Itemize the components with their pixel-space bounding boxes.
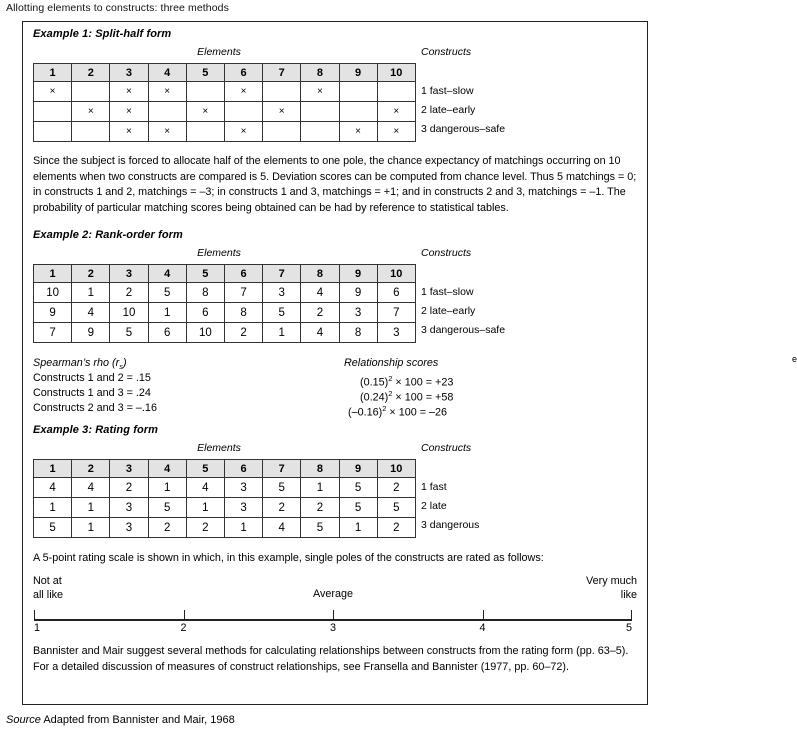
cell-value: 2 — [301, 303, 339, 323]
cell-mark: × — [186, 102, 224, 122]
cell-value: 2 — [148, 518, 186, 538]
example-2-construct-labels — [421, 283, 505, 340]
column-header: 4 — [148, 460, 186, 478]
cell-mark: × — [301, 82, 339, 102]
cell-value: 1 — [72, 498, 110, 518]
column-header: 1 — [34, 64, 72, 82]
cell-value: 3 — [110, 498, 148, 518]
column-header: 3 — [110, 64, 148, 82]
cell-value: 5 — [148, 498, 186, 518]
scale-tick — [333, 610, 334, 620]
cell-value: 8 — [186, 283, 224, 303]
cell-mark: × — [148, 122, 186, 142]
scale-tick-label: 1 — [33, 622, 41, 635]
cell-value: 4 — [301, 283, 339, 303]
cell-value: 2 — [377, 478, 415, 498]
column-header: 10 — [377, 64, 415, 82]
cell-value: 3 — [110, 518, 148, 538]
cell-value: 5 — [339, 478, 377, 498]
table-header-row — [34, 460, 416, 478]
constructs-heading: Constructs — [421, 46, 472, 58]
source-label: Source — [6, 714, 41, 726]
cell-value — [72, 122, 110, 142]
cell-mark: × — [339, 122, 377, 142]
cell-value: 4 — [263, 518, 301, 538]
construct-label: 3 dangerous–safe — [421, 324, 506, 337]
cell-value: 2 — [301, 498, 339, 518]
table-row — [34, 478, 416, 498]
table-row — [34, 82, 416, 102]
cell-value: 9 — [339, 283, 377, 303]
rho-subscript: s — [119, 362, 123, 372]
scale-tick — [184, 610, 185, 620]
cell-value: 5 — [34, 518, 72, 538]
cell-mark: × — [377, 122, 415, 142]
cell-value: 1 — [148, 303, 186, 323]
page-caption: Allotting elements to constructs: three methods — [6, 2, 229, 14]
column-header: 1 — [34, 265, 72, 283]
cell-value — [186, 122, 224, 142]
constructs-heading: Constructs — [421, 247, 472, 260]
cell-value: 1 — [263, 323, 301, 343]
scale-tick-label: 4 — [479, 622, 486, 635]
table-row — [34, 518, 416, 538]
cell-mark: × — [148, 82, 186, 102]
example-1-column-headings — [33, 46, 637, 61]
column-header: 10 — [377, 460, 415, 478]
source-text: Adapted from Bannister and Mair, 1968 — [43, 714, 235, 726]
cell-mark: × — [34, 82, 72, 102]
construct-label: 3 dangerous — [421, 519, 480, 532]
column-header: 6 — [224, 265, 262, 283]
column-header: 10 — [377, 265, 415, 283]
cell-value: 5 — [263, 303, 301, 323]
spearman-rho-block — [33, 354, 797, 420]
column-header: 9 — [339, 460, 377, 478]
table-row — [34, 122, 416, 142]
example-2-column-headings — [33, 247, 637, 262]
cell-value — [34, 122, 72, 142]
cell-value: 1 — [72, 283, 110, 303]
cell-mark: × — [72, 102, 110, 122]
column-header: 6 — [224, 64, 262, 82]
scale-tick — [483, 610, 484, 620]
cell-mark: × — [224, 82, 262, 102]
cell-value: 10 — [34, 283, 72, 303]
cell-mark: × — [377, 102, 415, 122]
column-header: 7 — [263, 265, 301, 283]
cell-value — [224, 102, 262, 122]
cell-value: 2 — [110, 478, 148, 498]
column-header: 3 — [110, 460, 148, 478]
table-row — [34, 102, 416, 122]
scale-tick-label: 2 — [180, 622, 187, 635]
cell-value: 5 — [263, 478, 301, 498]
scale-tick-labels — [33, 622, 633, 636]
example-3-column-headings — [33, 442, 637, 457]
cell-value: 2 — [263, 498, 301, 518]
construct-label: 3 dangerous–safe — [421, 123, 506, 135]
column-header: 3 — [110, 265, 148, 283]
example-3-table — [33, 459, 416, 538]
cell-value: 2 — [377, 518, 415, 538]
cell-value: 5 — [148, 283, 186, 303]
example-1-title: Example 1: Split-half form — [33, 28, 172, 40]
relationship-scores-column — [344, 354, 797, 419]
relationship-score-row: $(0.24)^2 \times 100 = +58$ — [360, 389, 454, 404]
cell-value: 1 — [72, 518, 110, 538]
example-1-construct-labels — [421, 82, 505, 139]
column-header: 8 — [301, 460, 339, 478]
cell-value: 1 — [339, 518, 377, 538]
rho-row: Constructs 1 and 3 = .24 — [33, 387, 151, 400]
example-1-table — [33, 63, 416, 142]
cell-value: 1 — [224, 518, 262, 538]
constructs-heading: Constructs — [421, 442, 472, 455]
cell-value — [263, 82, 301, 102]
cell-value: 7 — [224, 283, 262, 303]
rho-header: Spearman’s rho $(r_s)$ — [33, 357, 127, 372]
example-3-construct-labels — [421, 478, 479, 535]
table-row — [34, 498, 416, 518]
construct-label: 1 fast–slow — [421, 286, 474, 299]
cell-value: 9 — [34, 303, 72, 323]
relationship-scores-header: Relationship scores — [344, 357, 439, 370]
paragraph-references: Bannister and Mair suggest several methods for calculating relationships between constructs from the rating form (pp. 63–5). For a detailed discussion of measures of construct relationships, see Fransella and Bannister (1977, pp. 60–72). — [33, 645, 629, 673]
column-header: 9 — [339, 265, 377, 283]
cell-value: 1 — [186, 498, 224, 518]
cell-value — [186, 82, 224, 102]
construct-label: 2 late–early — [421, 305, 476, 318]
column-header: 4 — [148, 64, 186, 82]
cell-value: 6 — [148, 323, 186, 343]
cell-value: 6 — [186, 303, 224, 323]
cell-value — [339, 82, 377, 102]
cell-value — [301, 102, 339, 122]
cell-value: 4 — [72, 303, 110, 323]
cell-value — [377, 82, 415, 102]
cell-value: 3 — [377, 323, 415, 343]
column-header: 5 — [186, 64, 224, 82]
table-header-row — [34, 265, 416, 283]
column-header: 6 — [224, 460, 262, 478]
column-header: 7 — [263, 460, 301, 478]
example-3-table-wrap — [33, 459, 637, 538]
cell-value: 2 — [186, 518, 224, 538]
example-3-title: Example 3: Rating form — [33, 424, 159, 437]
construct-label: 1 fast — [421, 481, 447, 494]
stray-mark: e — [792, 354, 797, 365]
rating-scale-diagram — [33, 574, 637, 642]
cell-value: 7 — [34, 323, 72, 343]
cell-mark: × — [110, 102, 148, 122]
cell-value: 4 — [34, 478, 72, 498]
cell-mark: × — [224, 122, 262, 142]
construct-label: 2 late–early — [421, 104, 476, 116]
cell-mark: × — [110, 82, 148, 102]
relationship-score-row: $(-0.16)^2 \times 100 = -26$ — [348, 404, 448, 419]
scale-mid-label: Average — [312, 588, 354, 601]
table-row — [34, 283, 416, 303]
cell-value — [301, 122, 339, 142]
cell-value: 6 — [377, 283, 415, 303]
cell-value: 10 — [110, 303, 148, 323]
box-inner — [33, 28, 797, 700]
cell-value: 1 — [148, 478, 186, 498]
table-row — [34, 323, 416, 343]
table-header-row — [34, 64, 416, 82]
cell-value — [148, 102, 186, 122]
cell-value: 3 — [339, 303, 377, 323]
column-header: 2 — [72, 64, 110, 82]
column-header: 1 — [34, 460, 72, 478]
column-header: 8 — [301, 265, 339, 283]
elements-heading: Elements — [197, 247, 241, 260]
column-header: 2 — [72, 265, 110, 283]
example-1-table-wrap — [33, 63, 637, 142]
scale-right-label: Very much like — [585, 575, 637, 602]
cell-value: 2 — [224, 323, 262, 343]
source-note — [6, 714, 235, 726]
rho-row: Constructs 2 and 3 = –.16 — [33, 402, 157, 415]
column-header: 7 — [263, 64, 301, 82]
scale-left-label: Not at all like — [33, 575, 64, 602]
column-header: 9 — [339, 64, 377, 82]
scale-tick — [34, 610, 35, 620]
elements-heading: Elements — [197, 442, 241, 455]
cell-value: 4 — [301, 323, 339, 343]
paragraph-chance-expectancy: Since the subject is forced to allocate half of the elements to one pole, the chance expectancy of matchings occurring on 10 elements when two constructs are compared is 5. Deviation scores can be computed from chance level. Thus 5 matchings = 0; in constructs 1 and 2, matchings = –3; in constructs 1 and 3, matchings = +1; and in constructs 2 and 3, matchings = –1. The probability of particular matching scores being obtained can be had by reference to statistical tables. — [33, 155, 637, 214]
column-header: 2 — [72, 460, 110, 478]
column-header: 5 — [186, 265, 224, 283]
cell-mark: × — [110, 122, 148, 142]
cell-value: 1 — [34, 498, 72, 518]
example-2-table-wrap — [33, 264, 637, 343]
example-2-table — [33, 264, 416, 343]
scale-axis — [34, 610, 632, 620]
construct-label: 2 late — [421, 500, 447, 513]
table-row — [34, 303, 416, 323]
cell-value: 2 — [110, 283, 148, 303]
cell-value: 5 — [339, 498, 377, 518]
cell-value: 9 — [72, 323, 110, 343]
cell-value: 10 — [186, 323, 224, 343]
construct-label: 1 fast–slow — [421, 85, 474, 97]
cell-value: 7 — [377, 303, 415, 323]
rho-row: Constructs 1 and 2 = .15 — [33, 372, 151, 385]
scale-tick-label: 5 — [625, 622, 633, 635]
cell-mark: × — [263, 102, 301, 122]
cell-value: 5 — [377, 498, 415, 518]
cell-value: 3 — [224, 478, 262, 498]
column-header: 8 — [301, 64, 339, 82]
cell-value: 3 — [263, 283, 301, 303]
cell-value — [339, 102, 377, 122]
cell-value — [72, 82, 110, 102]
elements-heading: Elements — [197, 46, 241, 58]
cell-value: 8 — [339, 323, 377, 343]
cell-value: 5 — [110, 323, 148, 343]
column-header: 4 — [148, 265, 186, 283]
cell-value — [34, 102, 72, 122]
column-header: 5 — [186, 460, 224, 478]
rating-scale-intro: A 5-point rating scale is shown in which, in this example, single poles of the constructs are rated as follows: — [33, 552, 544, 565]
relationship-score-row: $(0.15)^2 \times 100 = +23$ — [360, 374, 454, 389]
cell-value: 4 — [72, 478, 110, 498]
scale-tick-label: 3 — [329, 622, 337, 635]
example-2-title: Example 2: Rank-order form — [33, 229, 183, 242]
cell-value: 5 — [301, 518, 339, 538]
cell-value: 8 — [224, 303, 262, 323]
cell-value: 3 — [224, 498, 262, 518]
scale-tick — [631, 610, 632, 620]
cell-value: 1 — [301, 478, 339, 498]
content-box — [22, 21, 797, 705]
cell-value: 4 — [186, 478, 224, 498]
rho-left-column — [33, 356, 157, 416]
cell-value — [263, 122, 301, 142]
